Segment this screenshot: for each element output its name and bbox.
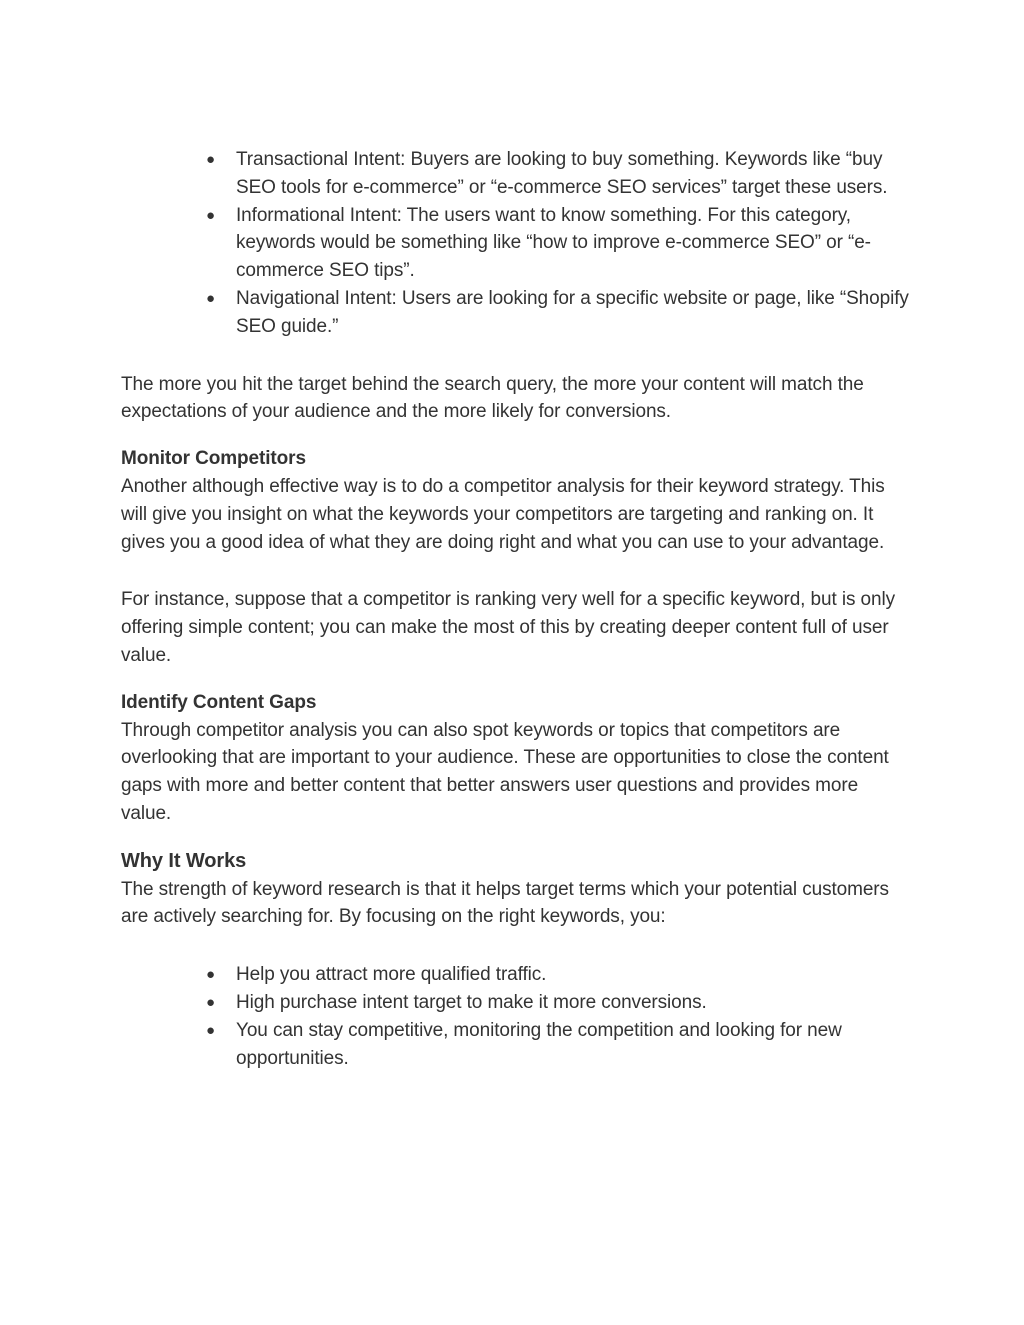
list-item-text: Navigational Intent: Users are looking for a specific website or page, like “Shopify SEO guide.” <box>236 287 909 337</box>
intent-bullet-list <box>121 146 911 341</box>
section-paragraph: Through competitor analysis you can also spot keywords or topics that competitors are overlooking that are important to your audience. These are opportunities to close the content gaps with more and better content that better answers user questions and provides more value. <box>121 719 889 824</box>
content-gaps-section <box>121 689 911 828</box>
list-item <box>206 202 911 285</box>
list-item <box>206 961 911 989</box>
section-heading: Why It Works <box>121 849 247 872</box>
list-item-text: You can stay competitive, monitoring the competition and looking for new opportunities. <box>236 1019 842 1069</box>
bullet-icon: ● <box>206 206 215 224</box>
bullet-icon: ● <box>206 289 215 307</box>
list-item <box>206 1017 911 1073</box>
bullet-icon: ● <box>206 966 215 984</box>
monitor-competitors-section <box>121 445 911 556</box>
competitor-example-paragraph: For instance, suppose that a competitor is ranking very well for a specific keyword, but is only offering simple content; you can make the most of this by creating deeper content full of user value. <box>121 589 895 666</box>
list-item-text: Help you attract more qualified traffic. <box>236 964 547 986</box>
benefits-bullet-list <box>121 961 911 1072</box>
section-heading: Monitor Competitors <box>121 448 306 470</box>
section-paragraph: The strength of keyword research is that it helps target terms which your potential customers are actively searching for. By focusing on the right keywords, you: <box>121 878 889 928</box>
list-item-text: High purchase intent target to make it more conversions. <box>236 991 707 1013</box>
bullet-icon: ● <box>206 151 215 168</box>
list-item-text: Transactional Intent: Buyers are looking to buy something. Keywords like “buy SEO tools for e-commerce” or “e-commerce SEO services” target these users. <box>236 149 888 198</box>
section-heading: Identify Content Gaps <box>121 691 317 713</box>
intro-paragraph: The more you hit the target behind the search query, the more your content will match the expectations of your audience and the more likely for conversions. <box>121 373 864 423</box>
list-item <box>206 989 911 1017</box>
why-it-works-section <box>121 848 911 931</box>
list-item <box>206 146 911 202</box>
list-item <box>206 285 911 341</box>
bullet-icon: ● <box>206 993 215 1011</box>
document-page <box>121 146 911 1072</box>
bullet-icon: ● <box>206 1021 215 1039</box>
section-paragraph: Another although effective way is to do a competitor analysis for their keyword strategy. This will give you insight on what the keywords your competitors are targeting and ranking on. It gives you a good idea of what they are doing right and what you can use to your advantage. <box>121 475 885 553</box>
list-item-text: Informational Intent: The users want to know something. For this category, keywords would be something like “how to improve e-commerce SEO” or “e-commerce SEO tips”. <box>236 204 871 282</box>
